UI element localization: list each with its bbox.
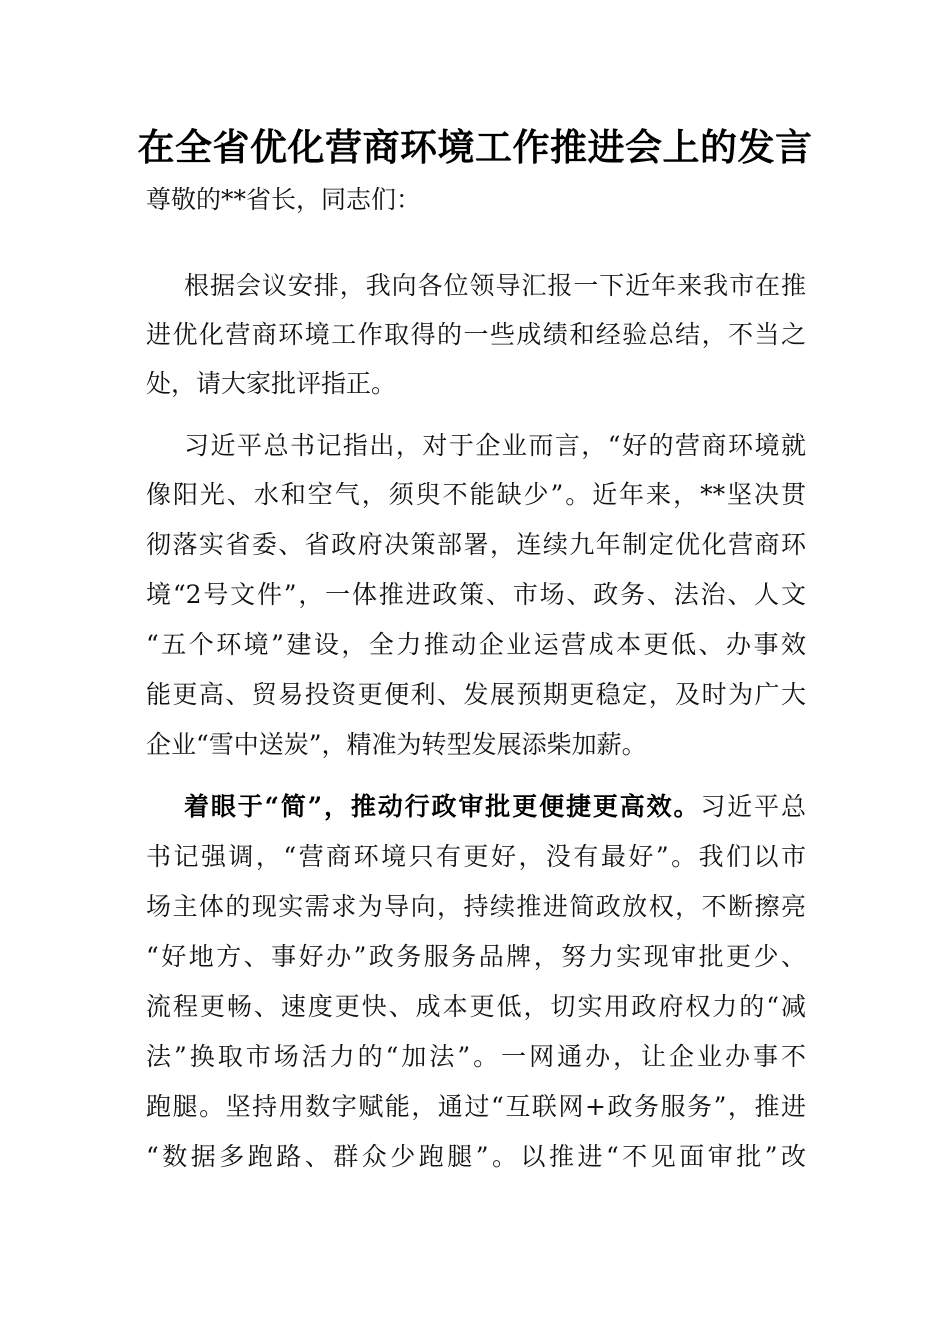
paragraph-3-line-7: 跑腿。坚持用数字赋能，通过“互联网+政务服务”，推进 <box>146 1092 806 1121</box>
paragraph-3-line-1 <box>184 783 806 831</box>
paragraph-3-line-8: “数据多跑路、群众少跑腿”。以推进“不见面审批”改 <box>146 1142 806 1171</box>
paragraph-1-line-1: 根据会议安排，我向各位领导汇报一下近年来我市在推 <box>184 271 806 300</box>
paragraph-3-line-5: 流程更畅、速度更快、成本更低，切实用政府权力的“减 <box>146 992 806 1021</box>
paragraph-2-line-4: 境“2号文件”，一体推进政策、市场、政务、法治、人文 <box>146 580 806 609</box>
paragraph-2-line-6: 能更高、贸易投资更便利、发展预期更稳定，及时为广大 <box>146 680 806 709</box>
salutation: 尊敬的**省长，同志们： <box>146 185 422 214</box>
paragraph-3-line-2: 书记强调，“营商环境只有更好，没有最好”。我们以市 <box>146 842 806 871</box>
paragraph-2-line-3: 彻落实省委、省政府决策部署，连续九年制定优化营商环 <box>146 530 806 559</box>
paragraph-2-line-2: 像阳光、水和空气，须臾不能缺少”。近年来，**坚决贯 <box>146 480 806 509</box>
paragraph-3-heading: 着眼于“简”，推动行政审批更便捷更高效。 <box>184 792 701 821</box>
paragraph-1-line-2: 进优化营商环境工作取得的一些成绩和经验总结，不当之 <box>146 320 806 349</box>
paragraph-3-line-6: 法”换取市场活力的“加法”。一网通办，让企业办事不 <box>146 1042 806 1071</box>
paragraph-3-line-4: “好地方、事好办”政务服务品牌，努力实现审批更少、 <box>146 942 806 971</box>
paragraph-1-line-3: 处，请大家批评指正。 <box>146 369 397 398</box>
paragraph-3-line-1-rest: 习近平总 <box>700 792 806 821</box>
paragraph-3-line-3: 场主体的现实需求为导向，持续推进简政放权，不断擦亮 <box>146 892 806 921</box>
document-title: 在全省优化营商环境工作推进会上的发言 <box>137 125 813 169</box>
paragraph-2-line-1: 习近平总书记指出，对于企业而言，“好的营商环境就 <box>184 431 806 460</box>
paragraph-2-line-5: “五个环境”建设，全力推动企业运营成本更低、办事效 <box>146 630 806 659</box>
document-body <box>146 0 806 1344</box>
paragraph-2-line-7: 企业“雪中送炭”，精准为转型发展添柴加薪。 <box>146 730 647 759</box>
